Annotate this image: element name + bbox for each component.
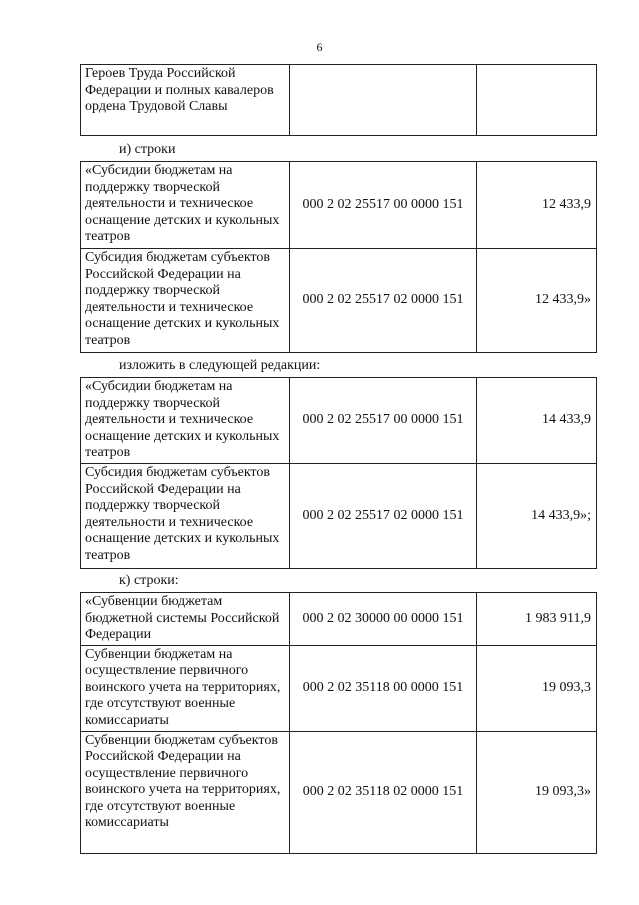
row-amount: 19 093,3» xyxy=(477,731,597,853)
budget-table-old-subsidies xyxy=(80,161,597,353)
table-row xyxy=(81,65,597,136)
section-i-new-intro: изложить в следующей редакции: xyxy=(119,358,321,373)
row-amount xyxy=(477,65,597,136)
table-row xyxy=(81,162,597,249)
section-k-intro: к) строки: xyxy=(119,573,179,588)
table-row xyxy=(81,249,597,353)
section-i-intro: и) строки xyxy=(119,142,176,157)
row-code: 000 2 02 25517 00 0000 151 xyxy=(290,162,477,249)
row-code: 000 2 02 25517 00 0000 151 xyxy=(290,378,477,464)
table-row xyxy=(81,645,597,731)
table-row xyxy=(81,593,597,646)
row-code: 000 2 02 30000 00 0000 151 xyxy=(290,593,477,646)
row-name: «Субсидии бюджетам на поддержку творческой деятельности и техническое оснащение детских и кукольных театров xyxy=(81,378,290,464)
row-amount: 14 433,9 xyxy=(477,378,597,464)
row-amount: 12 433,9» xyxy=(477,249,597,353)
budget-table-subventions xyxy=(80,592,597,854)
row-name: «Субвенции бюджетам бюджетной системы Российской Федерации xyxy=(81,593,290,646)
row-code: 000 2 02 25517 02 0000 151 xyxy=(290,464,477,569)
row-name: Субвенции бюджетам субъектов Российской Федерации на осуществление первичного воинского учета на территориях, где отсутствуют военные комиссариаты xyxy=(81,731,290,853)
table-row xyxy=(81,731,597,853)
table-row xyxy=(81,464,597,569)
page-number: 6 xyxy=(316,40,323,54)
row-name: Героев Труда Российской Федерации и полных кавалеров ордена Трудовой Славы xyxy=(81,65,290,136)
row-name: Субвенции бюджетам на осуществление первичного воинского учета на территориях, где отсутствуют военные комиссариаты xyxy=(81,645,290,731)
table-row xyxy=(81,378,597,464)
row-name: Субсидия бюджетам субъектов Российской Федерации на поддержку творческой деятельности и техническое оснащение детских и кукольных театров xyxy=(81,464,290,569)
row-name: «Субсидии бюджетам на поддержку творческой деятельности и техническое оснащение детских и кукольных театров xyxy=(81,162,290,249)
row-code: 000 2 02 35118 00 0000 151 xyxy=(290,645,477,731)
row-name: Субсидия бюджетам субъектов Российской Федерации на поддержку творческой деятельности и техническое оснащение детских и кукольных театров xyxy=(81,249,290,353)
row-code: 000 2 02 35118 02 0000 151 xyxy=(290,731,477,853)
budget-table-new-subsidies xyxy=(80,377,597,569)
row-amount: 12 433,9 xyxy=(477,162,597,249)
row-code: 000 2 02 25517 02 0000 151 xyxy=(290,249,477,353)
budget-table-continued xyxy=(80,64,597,136)
row-amount: 1 983 911,9 xyxy=(477,593,597,646)
row-code xyxy=(290,65,477,136)
row-amount: 14 433,9»; xyxy=(477,464,597,569)
row-amount: 19 093,3 xyxy=(477,645,597,731)
